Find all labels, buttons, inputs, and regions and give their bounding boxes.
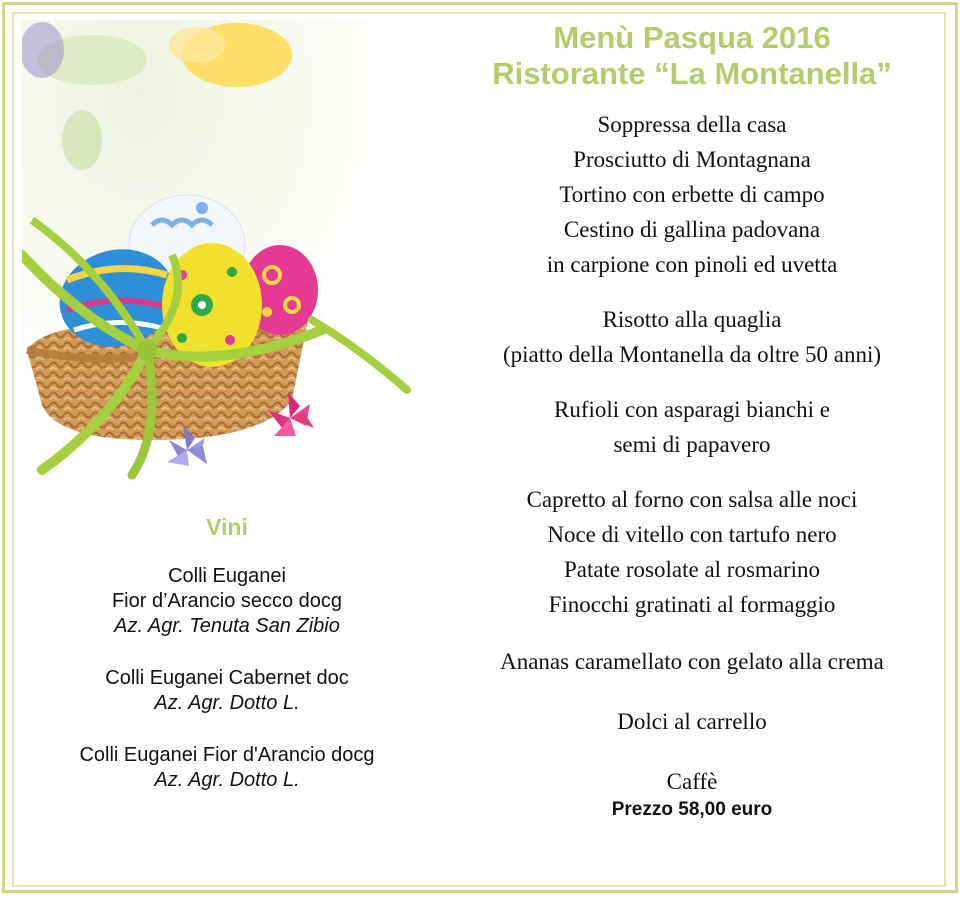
dish: Soppressa della casa [597,112,787,137]
menu-title: Menù Pasqua 2016 [553,20,831,55]
wine-name-line: Fior d’Arancio secco docg [111,590,343,612]
dish: Tortino con erbette di campo [559,182,825,207]
dish: Prosciutto di Montagnana [573,147,811,172]
easter-eggs-basket-image [22,20,412,510]
course-pasta [432,392,952,462]
dish: Noce di vitello con tartufo nero [547,522,837,547]
dish: (piatto della Montanella da oltre 50 anni) [502,342,882,367]
dish: Cestino di gallina padovana [563,217,821,242]
wine-producer: Az. Agr. Dotto L. [154,769,300,791]
course-risotto [432,302,952,372]
wine-item [22,666,432,716]
price: Prezzo 58,00 euro [611,799,773,820]
dish: in carpione con pinoli ed uvetta [546,252,838,277]
dish: Finocchi gratinati al formaggio [548,592,836,617]
wine-name-line: Colli Euganei Fior d'Arancio docg [79,744,375,766]
wine-list [22,512,432,820]
dish: semi di papavero [613,432,771,457]
dish: Rufioli con asparagi bianchi e [554,397,830,422]
course-caffe [432,764,952,799]
dish: Dolci al carrello [617,709,767,734]
restaurant-name: Ristorante “La Montanella” [492,56,892,91]
course-dolci [432,704,952,739]
dish: Capretto al forno con salsa alle noci [526,487,858,512]
dish: Ananas caramellato con gelato alla crema [500,649,884,674]
menu-column [432,20,952,821]
dish: Risotto alla quaglia [602,307,782,332]
wine-producer: Az. Agr. Tenuta San Zibio [114,615,340,637]
wine-producer: Az. Agr. Dotto L. [154,692,300,714]
wine-item [22,743,432,793]
dish: Patate rosolate al rosmarino [563,557,821,582]
course-antipasti [432,107,952,282]
wine-name-line: Colli Euganei [168,565,286,587]
course-dessert [432,644,952,679]
wine-name-line: Colli Euganei Cabernet doc [105,667,349,689]
course-secondi [432,482,952,622]
wine-item [22,564,432,639]
wine-list-title: Vini [206,514,248,540]
dish: Caffè [666,769,718,794]
